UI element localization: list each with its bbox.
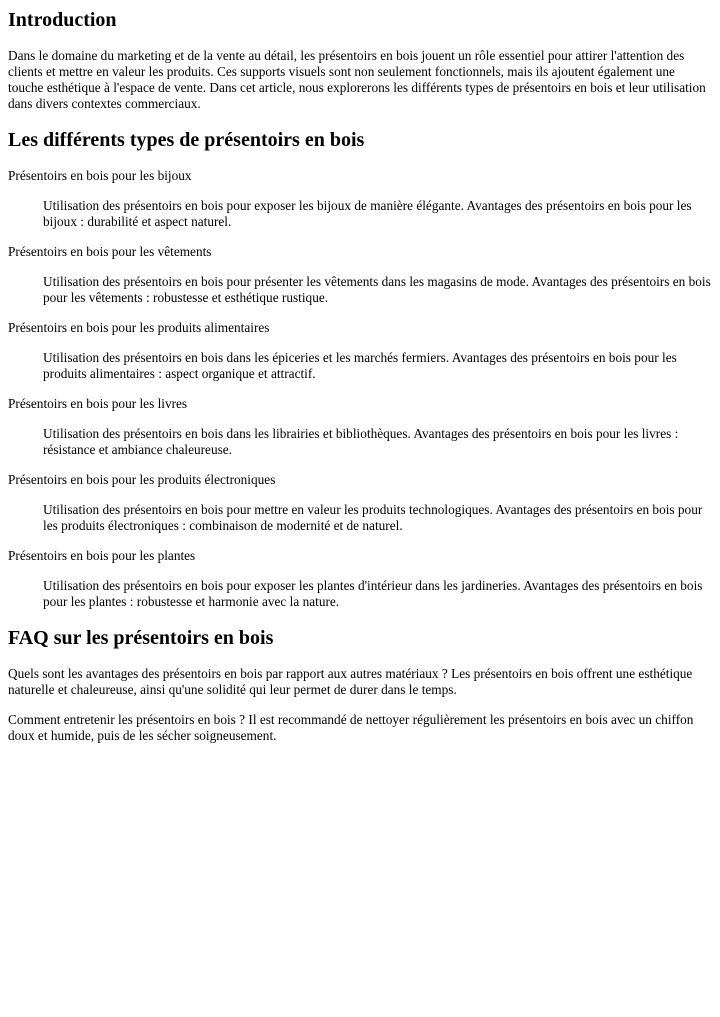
faq-item: Quels sont les avantages des présentoirs en bois par rapport aux autres matériaux ? Les présentoirs en bois offrent une esthétique naturelle et chaleureuse, ainsi qu'une solidité qui leur permet de durer dans le temps. — [8, 666, 693, 697]
type-item-livres — [8, 396, 712, 458]
type-title: Présentoirs en bois pour les produits électroniques — [8, 472, 276, 487]
type-title: Présentoirs en bois pour les vêtements — [8, 244, 212, 259]
type-title: Présentoirs en bois pour les bijoux — [8, 168, 192, 183]
type-item-bijoux — [8, 168, 712, 230]
types-list — [8, 168, 712, 610]
type-description: Utilisation des présentoirs en bois pour mettre en valeur les produits technologiques. Avantages des présentoirs en bois pour les produits électroniques : combinaison de modernité et de naturel. — [43, 502, 703, 533]
type-item-electroniques — [8, 472, 712, 534]
intro-paragraph: Dans le domaine du marketing et de la vente au détail, les présentoirs en bois jouent un rôle essentiel pour attirer l'attention des clients et mettre en valeur les produits. Ces supports visuels sont non seulement fonctionnels, mais ils ajoutent également une touche esthétique à l'espace de vente. Dans cet article, nous explorerons les différents types de présentoirs en bois et leur utilisation dans divers contextes commerciaux. — [8, 48, 706, 111]
type-description: Utilisation des présentoirs en bois dans les épiceries et les marchés fermiers. Avantages des présentoirs en bois pour les produits alimentaires : aspect organique et attractif. — [43, 350, 677, 381]
type-description: Utilisation des présentoirs en bois dans les librairies et bibliothèques. Avantages des présentoirs en bois pour les livres : résistance et ambiance chaleureuse. — [43, 426, 679, 457]
type-description: Utilisation des présentoirs en bois pour exposer les bijoux de manière élégante. Avantages des présentoirs en bois pour les bijoux : durabilité et aspect naturel. — [43, 198, 692, 229]
type-title: Présentoirs en bois pour les produits alimentaires — [8, 320, 270, 335]
type-item-vetements — [8, 244, 712, 306]
type-description: Utilisation des présentoirs en bois pour présenter les vêtements dans les magasins de mode. Avantages des présentoirs en bois pour les vêtements : robustesse et esthétique rustique. — [43, 274, 711, 305]
faq-item: Comment entretenir les présentoirs en bois ? Il est recommandé de nettoyer régulièrement les présentoirs en bois avec un chiffon doux et humide, puis de les sécher soigneusement. — [8, 712, 694, 743]
type-item-alimentaires — [8, 320, 712, 382]
type-title: Présentoirs en bois pour les livres — [8, 396, 188, 411]
type-description: Utilisation des présentoirs en bois pour exposer les plantes d'intérieur dans les jardineries. Avantages des présentoirs en bois pour les plantes : robustesse et harmonie avec la nature. — [43, 578, 703, 609]
intro-heading: Introduction — [8, 9, 117, 31]
type-item-plantes — [8, 548, 712, 610]
faq-heading: FAQ sur les présentoirs en bois — [8, 627, 274, 649]
faq-list — [8, 666, 712, 744]
type-title: Présentoirs en bois pour les plantes — [8, 548, 196, 563]
types-heading: Les différents types de présentoirs en bois — [8, 129, 365, 151]
